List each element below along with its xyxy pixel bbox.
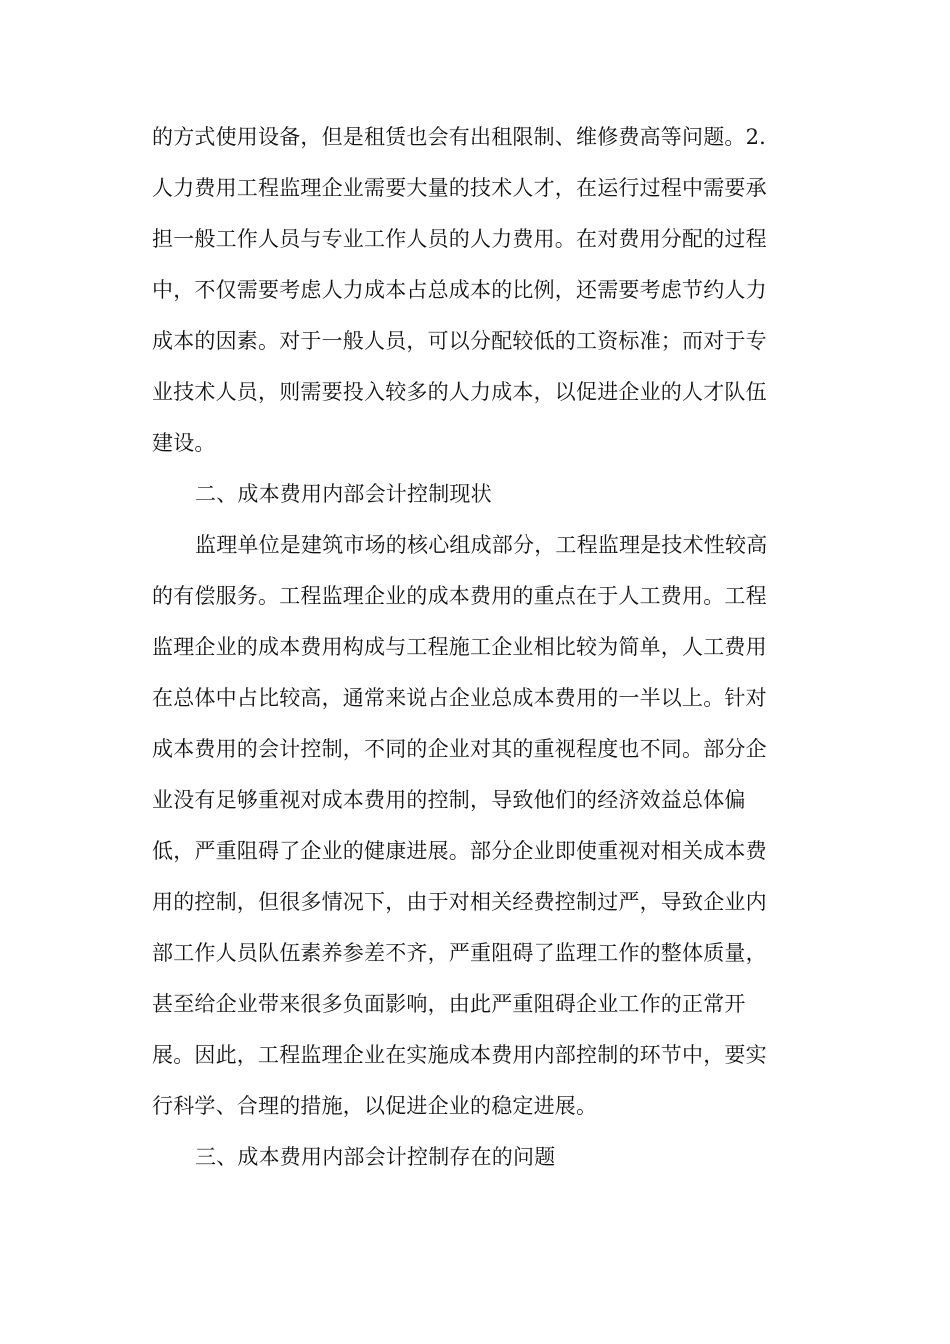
section-heading: 二、成本费用内部会计控制现状 bbox=[195, 482, 492, 506]
text-line: 监理企业的成本费用构成与工程施工企业相比较为简单，人工费用 bbox=[152, 635, 767, 659]
text-line: 的有偿服务。工程监理企业的成本费用的重点在于人工费用。工程 bbox=[152, 584, 767, 608]
text-line: 成本费用的会计控制，不同的企业对其的重视程度也不同。部分企 bbox=[152, 737, 767, 761]
section-heading: 三、成本费用内部会计控制存在的问题 bbox=[195, 1145, 556, 1169]
text-line: 部工作人员队伍素养参差不齐，严重阻碍了监理工作的整体质量， bbox=[152, 941, 767, 965]
text-line: 在总体中占比较高，通常来说占企业总成本费用的一半以上。针对 bbox=[152, 686, 767, 710]
text-line: 甚至给企业带来很多负面影响，由此严重阻碍企业工作的正常开 bbox=[152, 992, 746, 1016]
text-line: 建设。 bbox=[152, 431, 216, 455]
text-line: 监理单位是建筑市场的核心组成部分，工程监理是技术性较高 bbox=[195, 533, 768, 557]
text-line: 成本的因素。对于一般人员，可以分配较低的工资标准；而对于专 bbox=[152, 329, 767, 353]
text-line: 担一般工作人员与专业工作人员的人力费用。在对费用分配的过程 bbox=[152, 227, 767, 251]
text-line: 的方式使用设备，但是租赁也会有出租限制、维修费高等问题。2. bbox=[152, 125, 767, 149]
text-line: 低，严重阻碍了企业的健康进展。部分企业即使重视对相关成本费 bbox=[152, 839, 767, 863]
text-line: 展。因此，工程监理企业在实施成本费用内部控制的环节中，要实 bbox=[152, 1043, 767, 1067]
text-line: 用的控制，但很多情况下，由于对相关经费控制过严，导致企业内 bbox=[152, 890, 767, 914]
text-line: 业没有足够重视对成本费用的控制，导致他们的经济效益总体偏 bbox=[152, 788, 746, 812]
text-line: 中，不仅需要考虑人力成本占总成本的比例，还需要考虑节约人力 bbox=[152, 278, 767, 302]
text-line: 业技术人员，则需要投入较多的人力成本，以促进企业的人才队伍 bbox=[152, 380, 767, 404]
text-line: 人力费用工程监理企业需要大量的技术人才，在运行过程中需要承 bbox=[152, 176, 767, 200]
text-line: 行科学、合理的措施，以促进企业的稳定进展。 bbox=[152, 1094, 598, 1118]
